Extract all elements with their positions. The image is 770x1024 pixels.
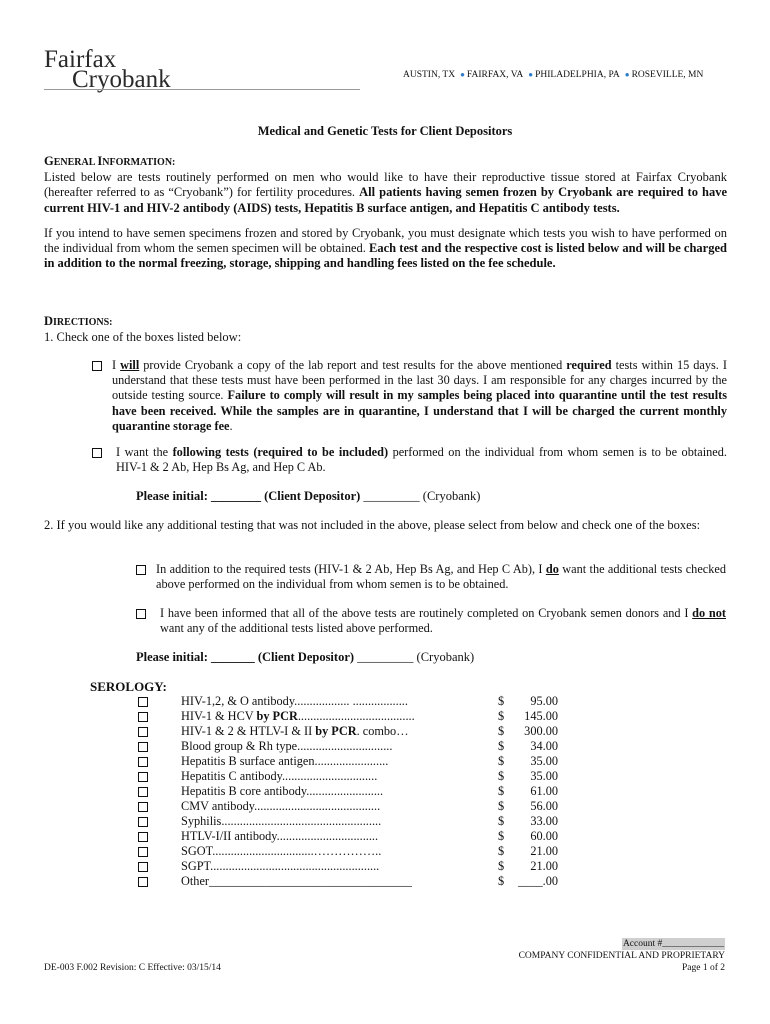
- serology-item: Hepatitis B surface antigen........................ $ 35.00: [136, 754, 566, 769]
- serology-heading: SEROLOGY:: [90, 679, 167, 694]
- serology-item-checkbox[interactable]: [138, 802, 148, 812]
- serology-item-checkbox[interactable]: [138, 742, 148, 752]
- option-additional-do-not-checkbox[interactable]: [136, 609, 146, 619]
- serology-item-checkbox[interactable]: [138, 862, 148, 872]
- serology-item: Hepatitis B core antibody......................... $ 61.00: [136, 784, 566, 799]
- serology-item-checkbox[interactable]: [138, 832, 148, 842]
- serology-item-checkbox[interactable]: [138, 847, 148, 857]
- option-additional-do-checkbox[interactable]: [136, 565, 146, 575]
- serology-item: Hepatitis C antibody............................... $ 35.00: [136, 769, 566, 784]
- directions-step-2: 2. If you would like any additional testing that was not included in the above, please select from below and check one of the boxes:: [44, 518, 701, 532]
- option-following-tests: [92, 445, 727, 475]
- location-austin: AUSTIN, TX: [403, 70, 456, 80]
- serology-item-checkbox[interactable]: [138, 772, 148, 782]
- general-information-section: [44, 154, 727, 271]
- other-test-field[interactable]: Other_________________________________: [181, 874, 412, 888]
- serology-item-other: Other_________________________________ $ ____.00: [136, 874, 566, 889]
- logo-line1: Fairfax: [44, 46, 117, 73]
- logo-line2: Cryobank: [72, 66, 171, 93]
- serology-item: HIV-1 & HCV by PCR...................................... $ 145.00: [136, 709, 566, 724]
- option-following-tests-text: I want the following tests (required to be included) performed on the individual from whom semen is to be obtained. HIV-1 & 2 Ab, Hep Bs Ag, and Hep C Ab.: [116, 445, 727, 475]
- option-provide-report-text: I will provide Cryobank a copy of the lab report and test results for the above mentioned required tests within 15 days. I understand that these tests must have been performed in the last 30 days. I am responsible for any charges incurred by the outside testing source. Failure to comply will result in my samples being placed into quarantine until the test results have been received. While the samples are in quarantine, I understand that I will be charged the current monthly quarantine storage fee.: [112, 358, 728, 433]
- serology-item: SGOT.................................…………….. $ 21.00: [136, 844, 566, 859]
- serology-item-checkbox[interactable]: [138, 727, 148, 737]
- directions-step-1: 1. Check one of the boxes listed below:: [44, 330, 242, 345]
- option-additional-do: [136, 562, 726, 592]
- initial-line-2[interactable]: Please initial: _______ (Client Depositor) _________ (Cryobank): [136, 650, 475, 664]
- option-additional-do-not: [136, 606, 726, 636]
- serology-item-checkbox[interactable]: [138, 817, 148, 827]
- directions-section: [44, 314, 727, 345]
- header-rule: [44, 89, 360, 90]
- option-provide-report: [92, 358, 727, 434]
- serology-item: Blood group & Rh type............................... $ 34.00: [136, 739, 566, 754]
- confidential-notice: COMPANY CONFIDENTIAL AND PROPRIETARY: [518, 951, 725, 961]
- initial-line-1[interactable]: Please initial: ________ (Client Depositor) _________ (Cryobank): [136, 489, 481, 503]
- page-number: Page 1 of 2: [681, 963, 725, 973]
- directions-heading: DIRECTIONS:: [44, 314, 113, 328]
- option-provide-report-checkbox[interactable]: [92, 361, 102, 371]
- general-heading: GENERAL INFORMATION:: [44, 154, 176, 168]
- document-id: DE-003 F.002 Revision: C Effective: 03/15/14: [44, 963, 221, 973]
- general-paragraph-1: Listed below are tests routinely performed on men who would like to have their reproductive tissue stored at Fairfax Cryobank (hereafter referred to as “Cryobank”) for fertility procedures. All patients having semen frozen by Cryobank are required to have current HIV-1 and HIV-2 antibody (AIDS) tests, Hepatitis B surface antigen, and Hepatitis C antibody tests.: [44, 170, 728, 215]
- location-philadelphia: PHILADELPHIA, PA: [535, 70, 620, 80]
- option-following-tests-checkbox[interactable]: [92, 448, 102, 458]
- serology-item-checkbox[interactable]: [138, 697, 148, 707]
- serology-item-checkbox[interactable]: [138, 712, 148, 722]
- location-roseville: ROSEVILLE, MN: [631, 70, 704, 80]
- location-fairfax: FAIRFAX, VA: [466, 70, 524, 80]
- locations-line: [403, 70, 703, 80]
- serology-item: HTLV-I/II antibody................................. $ 60.00: [136, 829, 566, 844]
- serology-item-checkbox[interactable]: [138, 877, 148, 887]
- serology-item: HIV-1,2, & O antibody.................. .................. $ 95.00: [136, 694, 566, 709]
- footer-right-block: [519, 938, 725, 974]
- serology-item-checkbox[interactable]: [138, 757, 148, 767]
- bullet-icon: ●: [624, 70, 630, 79]
- bullet-icon: ●: [460, 70, 465, 79]
- serology-item: HIV-1 & 2 & HTLV-I & II by PCR. combo… $ 300.00: [136, 724, 566, 739]
- option-additional-do-not-text: I have been informed that all of the above tests are routinely completed on Cryobank semen donors and I do not want any of the additional tests listed above performed.: [160, 606, 726, 636]
- other-price-field[interactable]: ____.00: [518, 874, 558, 888]
- serology-item: SGPT....................................................... $ 21.00: [136, 859, 566, 874]
- general-paragraph-2: If you intend to have semen specimens frozen and stored by Cryobank, you must designate which tests you wish to have performed on the individual from whom the semen specimen will be obtained. Each test and the respective cost is listed below and will be charged in addition to the normal freezing, storage, shipping and handling fees listed on the fee schedule.: [44, 225, 727, 271]
- serology-item: CMV antibody......................................... $ 56.00: [136, 799, 566, 814]
- bullet-icon: ●: [528, 70, 534, 79]
- serology-item: Syphilis.................................................... $ 33.00: [136, 814, 566, 829]
- document-title: Medical and Genetic Tests for Client Depositors: [257, 124, 513, 138]
- option-additional-do-text: In addition to the required tests (HIV-1 & 2 Ab, Hep Bs Ag, and Hep C Ab), I do want the additional tests checked above performed on the individual from whom semen is to be obtained.: [156, 562, 726, 592]
- account-number-field[interactable]: Account #_____________: [622, 939, 724, 949]
- serology-item-checkbox[interactable]: [138, 787, 148, 797]
